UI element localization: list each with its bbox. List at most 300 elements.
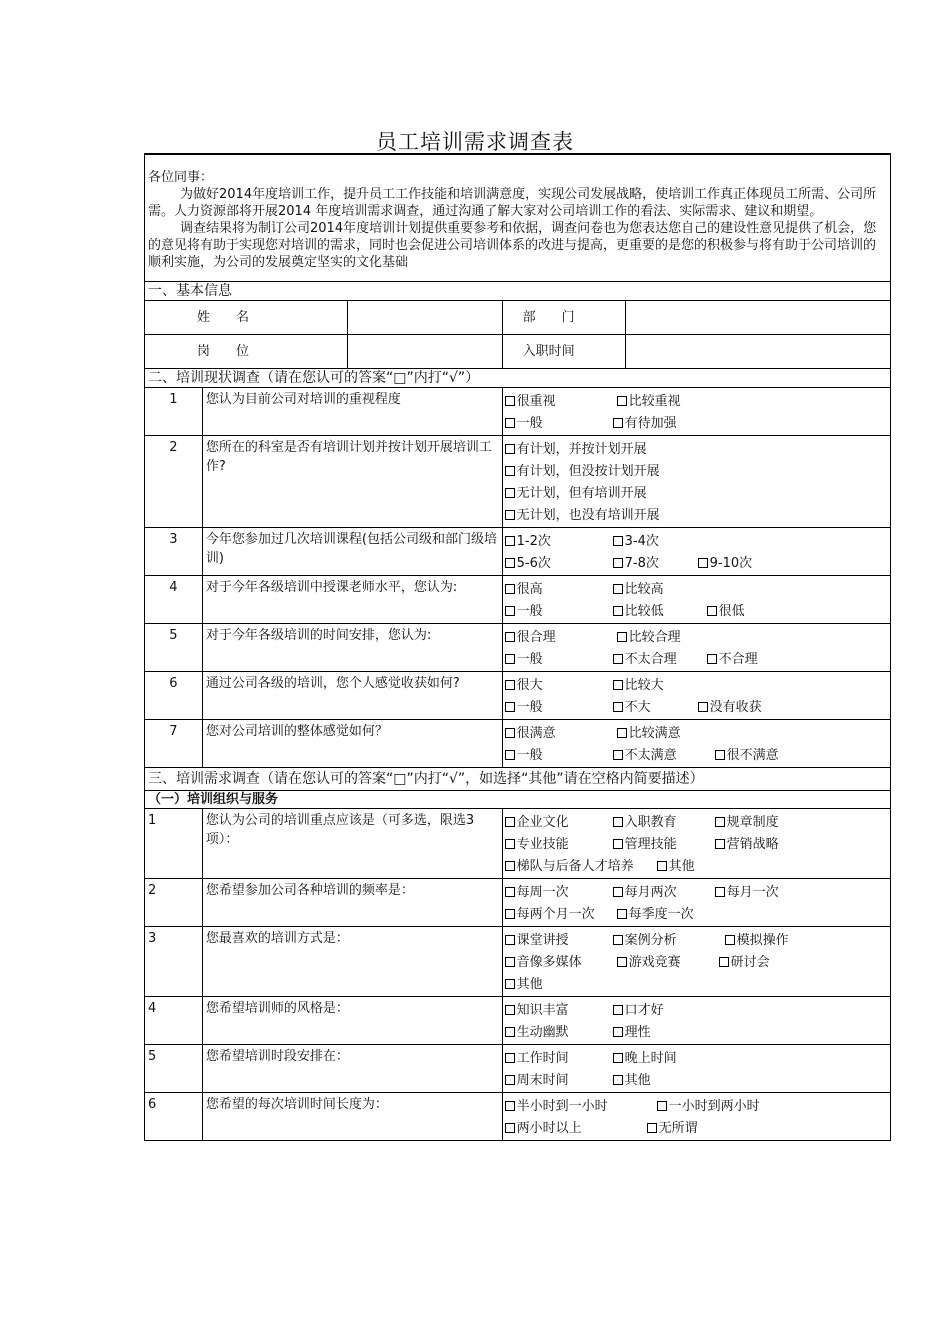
option-line (505, 1095, 890, 1117)
checkbox-icon[interactable] (698, 702, 708, 712)
question-row (145, 997, 891, 1045)
intro-paragraph-1: 为做好2014年度培训工作，提升员工工作技能和培训满意度，实现公司发展战略，使培训工作真正体现员工所需、公司所需。人力资源部将开展2014 年度培训需求调查，通过沟通了解大家对公司培训工作的看法、实际需求、建议和期望。 (148, 187, 877, 219)
checkbox-option[interactable] (715, 883, 809, 902)
question-text: 您认为公司的培训重点应该是（可多选，限选3项）： (202, 809, 502, 879)
option-label: 很满意 (516, 725, 556, 741)
option-label: 比较满意 (628, 725, 681, 741)
option-line (505, 648, 890, 670)
checkbox-option[interactable] (617, 905, 725, 924)
checkbox-option[interactable] (505, 1119, 647, 1138)
checkbox-option[interactable] (505, 835, 613, 854)
checkbox-icon[interactable] (715, 750, 725, 760)
option-label: 一般 (516, 651, 543, 667)
checkbox-icon[interactable] (505, 702, 515, 712)
option-label: 课堂讲授 (516, 932, 569, 948)
question-number: 6 (145, 1093, 203, 1141)
question-row (145, 720, 891, 768)
question-number: 1 (145, 809, 203, 879)
option-label: 无计划，也没有培训开展 (516, 507, 660, 523)
answer-options (502, 1045, 890, 1093)
option-label: 5-6次 (516, 555, 551, 571)
checkbox-option[interactable] (505, 953, 617, 972)
checkbox-icon[interactable] (505, 536, 515, 546)
checkbox-icon[interactable] (657, 1101, 667, 1111)
option-label: 一般 (516, 415, 543, 431)
checkbox-icon[interactable] (613, 1075, 623, 1085)
question-text: 对于今年各级培训中授课老师水平，您认为: (202, 576, 502, 624)
option-label: 不太满意 (624, 747, 677, 763)
checkbox-icon[interactable] (505, 935, 515, 945)
option-line (505, 999, 890, 1021)
checkbox-icon[interactable] (505, 510, 515, 520)
checkbox-icon[interactable] (613, 536, 623, 546)
page-title: 员工培训需求调查表 (376, 130, 574, 154)
checkbox-option[interactable] (613, 414, 721, 433)
checkbox-option[interactable] (698, 698, 792, 717)
checkbox-icon[interactable] (613, 680, 623, 690)
option-label: 有待加强 (624, 415, 677, 431)
intro-greeting: 各位同事： (148, 170, 214, 185)
checkbox-option[interactable] (613, 650, 707, 669)
option-label: 梯队与后备人才培养 (516, 858, 634, 874)
checkbox-icon[interactable] (505, 957, 515, 967)
option-line (505, 903, 890, 925)
question-text: 您所在的科室是否有培训计划并按计划开展培训工作? (202, 436, 502, 528)
option-label: 9-10次 (709, 555, 753, 571)
question-row (145, 809, 891, 879)
option-label: 两小时以上 (516, 1120, 582, 1136)
checkbox-option[interactable] (505, 440, 647, 459)
checkbox-icon[interactable] (715, 839, 725, 849)
post-field[interactable] (348, 335, 502, 369)
checkbox-icon[interactable] (707, 606, 717, 616)
question-number: 6 (145, 672, 203, 720)
checkbox-icon[interactable] (505, 444, 515, 454)
option-label: 企业文化 (516, 814, 569, 830)
option-label: 音像多媒体 (516, 954, 582, 970)
checkbox-icon[interactable] (613, 654, 623, 664)
option-label: 很高 (516, 581, 543, 597)
checkbox-icon[interactable] (505, 887, 515, 897)
checkbox-icon[interactable] (613, 418, 623, 428)
name-field[interactable] (348, 301, 502, 335)
option-line (505, 973, 890, 995)
checkbox-option[interactable] (715, 813, 809, 832)
checkbox-option[interactable] (505, 724, 617, 743)
question-row (145, 576, 891, 624)
option-label: 周末时间 (516, 1072, 569, 1088)
answer-options (502, 879, 890, 927)
option-label: 1-2次 (516, 533, 551, 549)
post-label: 岗 位 (145, 335, 348, 369)
option-line (505, 833, 890, 855)
checkbox-option[interactable] (505, 462, 660, 481)
checkbox-icon[interactable] (719, 957, 729, 967)
intro-cell (145, 154, 891, 282)
option-label: 一般 (516, 699, 543, 715)
checkbox-option[interactable] (617, 392, 725, 411)
question-text: 您最喜欢的培训方式是： (202, 927, 502, 997)
answer-options (502, 576, 890, 624)
checkbox-option[interactable] (505, 1097, 657, 1116)
join-date-field[interactable] (626, 335, 891, 369)
checkbox-icon[interactable] (613, 1005, 623, 1015)
question-row (145, 927, 891, 997)
option-label: 每两个月一次 (516, 906, 595, 922)
checkbox-icon[interactable] (617, 909, 627, 919)
checkbox-icon[interactable] (657, 861, 667, 871)
option-line (505, 1117, 890, 1139)
option-label: 7-8次 (624, 555, 659, 571)
checkbox-option[interactable] (613, 1001, 715, 1020)
checkbox-option[interactable] (719, 953, 813, 972)
option-label: 知识丰富 (516, 1002, 569, 1018)
option-label: 有计划，但没按计划开展 (516, 463, 660, 479)
option-line (505, 929, 890, 951)
option-label: 管理技能 (624, 836, 677, 852)
option-label: 晚上时间 (624, 1050, 677, 1066)
option-label: 每月两次 (624, 884, 677, 900)
option-label: 工作时间 (516, 1050, 569, 1066)
checkbox-icon[interactable] (505, 558, 515, 568)
dept-label: 部 门 (502, 301, 626, 335)
option-line (505, 460, 890, 482)
checkbox-icon[interactable] (505, 839, 515, 849)
option-label: 其他 (516, 976, 543, 992)
checkbox-option[interactable] (715, 746, 809, 765)
checkbox-icon[interactable] (505, 1101, 515, 1111)
section3-header-row (145, 768, 891, 791)
option-label: 营销战略 (726, 836, 779, 852)
option-label: 每季度一次 (628, 906, 694, 922)
answer-options (502, 809, 890, 879)
option-line (505, 438, 890, 460)
checkbox-option[interactable] (505, 580, 613, 599)
question-number: 4 (145, 997, 203, 1045)
option-line (505, 552, 890, 574)
checkbox-icon[interactable] (617, 957, 627, 967)
question-number: 5 (145, 1045, 203, 1093)
question-number: 5 (145, 624, 203, 672)
option-label: 游戏竞赛 (628, 954, 681, 970)
checkbox-icon[interactable] (613, 606, 623, 616)
checkbox-option[interactable] (505, 554, 613, 573)
checkbox-icon[interactable] (505, 861, 515, 871)
question-text: 您认为目前公司对培训的重视程度 (202, 388, 502, 436)
option-label: 很重视 (516, 393, 556, 409)
checkbox-option[interactable] (617, 628, 725, 647)
section1-title: 一、基本信息 (145, 282, 891, 301)
checkbox-option[interactable] (505, 650, 613, 669)
checkbox-icon[interactable] (647, 1123, 657, 1133)
checkbox-option[interactable] (613, 813, 715, 832)
option-label: 口才好 (624, 1002, 664, 1018)
question-text: 通过公司各级的培训，您个人感觉收获如何? (202, 672, 502, 720)
checkbox-option[interactable] (613, 580, 715, 599)
checkbox-option[interactable] (505, 1023, 613, 1042)
question-text: 今年您参加过几次培训课程(包括公司级和部门级培训) (202, 528, 502, 576)
option-line (505, 412, 890, 434)
option-label: 一般 (516, 747, 543, 763)
checkbox-icon[interactable] (505, 817, 515, 827)
option-line (505, 951, 890, 973)
checkbox-icon[interactable] (505, 418, 515, 428)
option-label: 研讨会 (730, 954, 770, 970)
checkbox-icon[interactable] (613, 1027, 623, 1037)
option-line (505, 504, 890, 526)
answer-options (502, 1093, 890, 1141)
checkbox-icon[interactable] (505, 1075, 515, 1085)
answer-options (502, 927, 890, 997)
checkbox-icon[interactable] (725, 935, 735, 945)
option-line (505, 696, 890, 718)
checkbox-icon[interactable] (613, 702, 623, 712)
checkbox-option[interactable] (505, 392, 617, 411)
checkbox-icon[interactable] (613, 558, 623, 568)
info-row-1 (145, 301, 891, 335)
checkbox-icon[interactable] (613, 584, 623, 594)
option-label: 一小时到两小时 (668, 1098, 760, 1114)
section2-title: 二、培训现状调查（请在您认可的答案“□”内打“√”） (145, 369, 891, 388)
name-label: 姓 名 (145, 301, 348, 335)
checkbox-option[interactable] (698, 554, 792, 573)
checkbox-option[interactable] (613, 746, 715, 765)
answer-options (502, 672, 890, 720)
checkbox-option[interactable] (613, 1071, 715, 1090)
checkbox-icon[interactable] (613, 750, 623, 760)
checkbox-option[interactable] (505, 602, 613, 621)
checkbox-icon[interactable] (613, 935, 623, 945)
question-number: 3 (145, 528, 203, 576)
question-text: 您希望培训师的风格是： (202, 997, 502, 1045)
dept-field[interactable] (626, 301, 891, 335)
checkbox-option[interactable] (505, 746, 613, 765)
checkbox-option[interactable] (505, 1001, 613, 1020)
option-label: 比较合理 (628, 629, 681, 645)
option-label: 比较大 (624, 677, 664, 693)
checkbox-icon[interactable] (505, 466, 515, 476)
checkbox-option[interactable] (613, 1023, 715, 1042)
option-label: 模拟操作 (736, 932, 789, 948)
option-label: 半小时到一小时 (516, 1098, 608, 1114)
checkbox-option[interactable] (657, 857, 751, 876)
question-number: 2 (145, 879, 203, 927)
answer-options (502, 624, 890, 672)
checkbox-icon[interactable] (505, 680, 515, 690)
option-line (505, 530, 890, 552)
option-label: 理性 (624, 1024, 651, 1040)
question-text: 您希望的每次培训时间长度为： (202, 1093, 502, 1141)
checkbox-option[interactable] (505, 532, 613, 551)
option-label: 其他 (624, 1072, 651, 1088)
checkbox-icon[interactable] (715, 887, 725, 897)
option-line (505, 744, 890, 766)
option-label: 无所谓 (658, 1120, 698, 1136)
checkbox-option[interactable] (505, 484, 647, 503)
subsection-header-row (145, 791, 891, 809)
option-label: 没有收获 (709, 699, 762, 715)
checkbox-option[interactable] (505, 857, 657, 876)
question-row (145, 1045, 891, 1093)
join-date-label: 入职时间 (502, 335, 626, 369)
survey-table (144, 153, 891, 1141)
answer-options (502, 388, 890, 436)
question-number: 2 (145, 436, 203, 528)
checkbox-icon[interactable] (715, 817, 725, 827)
option-line (505, 811, 890, 833)
checkbox-icon[interactable] (505, 1053, 515, 1063)
checkbox-icon[interactable] (505, 396, 515, 406)
checkbox-icon[interactable] (617, 728, 627, 738)
option-label: 有计划，并按计划开展 (516, 441, 647, 457)
checkbox-option[interactable] (505, 1071, 613, 1090)
checkbox-option[interactable] (505, 931, 613, 950)
checkbox-icon[interactable] (613, 1053, 623, 1063)
checkbox-option[interactable] (613, 698, 698, 717)
question-text: 对于今年各级培训的时间安排，您认为: (202, 624, 502, 672)
section3-title: 三、培训需求调查（请在您认可的答案“□”内打“√”，如选择“其他”请在空格内简要描述） (145, 768, 891, 791)
answer-options (502, 436, 890, 528)
checkbox-option[interactable] (505, 506, 660, 525)
checkbox-option[interactable] (505, 883, 613, 902)
question-row (145, 528, 891, 576)
checkbox-option[interactable] (707, 650, 801, 669)
checkbox-option[interactable] (505, 1049, 613, 1068)
checkbox-icon[interactable] (505, 488, 515, 498)
checkbox-option[interactable] (505, 676, 613, 695)
option-label: 很低 (718, 603, 745, 619)
checkbox-icon[interactable] (505, 584, 515, 594)
checkbox-icon[interactable] (505, 606, 515, 616)
section1-header-row (145, 282, 891, 301)
option-label: 入职教育 (624, 814, 677, 830)
option-line (505, 626, 890, 648)
option-label: 不合理 (718, 651, 758, 667)
option-line (505, 881, 890, 903)
option-line (505, 1021, 890, 1043)
option-line (505, 855, 890, 877)
checkbox-option[interactable] (647, 1119, 749, 1138)
checkbox-option[interactable] (613, 835, 715, 854)
intro-row (145, 154, 891, 282)
option-line (505, 674, 890, 696)
checkbox-option[interactable] (613, 931, 725, 950)
option-label: 比较低 (624, 603, 664, 619)
answer-options (502, 528, 890, 576)
question-text: 您对公司培训的整体感觉如何？ (202, 720, 502, 768)
checkbox-icon[interactable] (505, 728, 515, 738)
section2-header-row (145, 369, 891, 388)
checkbox-icon[interactable] (613, 887, 623, 897)
checkbox-option[interactable] (505, 975, 599, 994)
checkbox-icon[interactable] (613, 817, 623, 827)
option-label: 无计划，但有培训开展 (516, 485, 647, 501)
checkbox-option[interactable] (505, 813, 613, 832)
question-text: 您希望参加公司各种培训的频率是： (202, 879, 502, 927)
checkbox-option[interactable] (617, 724, 725, 743)
checkbox-option[interactable] (613, 554, 698, 573)
option-label: 比较重视 (628, 393, 681, 409)
checkbox-icon[interactable] (617, 396, 627, 406)
option-label: 不太合理 (624, 651, 677, 667)
checkbox-option[interactable] (613, 676, 715, 695)
question-number: 4 (145, 576, 203, 624)
option-line (505, 1069, 890, 1091)
checkbox-icon[interactable] (505, 654, 515, 664)
option-line (505, 1047, 890, 1069)
question-number: 3 (145, 927, 203, 997)
option-label: 其他 (668, 858, 695, 874)
checkbox-icon[interactable] (698, 558, 708, 568)
option-line (505, 482, 890, 504)
checkbox-icon[interactable] (505, 1123, 515, 1133)
checkbox-option[interactable] (613, 602, 707, 621)
checkbox-icon[interactable] (505, 1005, 515, 1015)
checkbox-icon[interactable] (505, 1027, 515, 1037)
checkbox-option[interactable] (505, 628, 617, 647)
checkbox-option[interactable] (707, 602, 801, 621)
checkbox-icon[interactable] (613, 839, 623, 849)
option-label: 很大 (516, 677, 543, 693)
answer-options (502, 720, 890, 768)
question-row (145, 1093, 891, 1141)
checkbox-icon[interactable] (505, 979, 515, 989)
option-line (505, 722, 890, 744)
checkbox-option[interactable] (617, 953, 719, 972)
answer-options (502, 997, 890, 1045)
checkbox-icon[interactable] (505, 750, 515, 760)
option-label: 专业技能 (516, 836, 569, 852)
option-label: 不大 (624, 699, 651, 715)
option-label: 规章制度 (726, 814, 779, 830)
checkbox-icon[interactable] (707, 654, 717, 664)
question-row (145, 436, 891, 528)
intro-paragraph-2: 调查结果将为制订公司2014年度培训计划提供重要参考和依据，调查问卷也为您表达您自己的建设性意见提供了机会，您的意见将有助于实现您对培训的需求，同时也会促进公司培训体系的改进与提高，更重要的是您的积极参与将有助于公司培训的顺利实施，为公司的发展奠定坚实的文化基础 (148, 221, 877, 270)
option-label: 每月一次 (726, 884, 779, 900)
option-label: 一般 (516, 603, 543, 619)
question-row (145, 388, 891, 436)
option-label: 每周一次 (516, 884, 569, 900)
option-label: 很不满意 (726, 747, 779, 763)
option-label: 比较高 (624, 581, 664, 597)
checkbox-option[interactable] (715, 835, 809, 854)
checkbox-option[interactable] (725, 931, 819, 950)
subsection-title: （一）培训组织与服务 (145, 791, 891, 809)
checkbox-option[interactable] (613, 1049, 715, 1068)
checkbox-option[interactable] (505, 905, 617, 924)
option-label: 3-4次 (624, 533, 659, 549)
question-number: 7 (145, 720, 203, 768)
option-label: 生动幽默 (516, 1024, 569, 1040)
question-row (145, 624, 891, 672)
option-label: 案例分析 (624, 932, 677, 948)
option-line (505, 578, 890, 600)
checkbox-icon[interactable] (505, 632, 515, 642)
question-row (145, 672, 891, 720)
info-row-2 (145, 335, 891, 369)
checkbox-option[interactable] (505, 698, 613, 717)
checkbox-option[interactable] (613, 532, 715, 551)
question-number: 1 (145, 388, 203, 436)
option-label: 很合理 (516, 629, 556, 645)
checkbox-option[interactable] (505, 414, 613, 433)
checkbox-icon[interactable] (505, 909, 515, 919)
checkbox-option[interactable] (613, 883, 715, 902)
option-line (505, 600, 890, 622)
checkbox-option[interactable] (657, 1097, 799, 1116)
checkbox-icon[interactable] (617, 632, 627, 642)
question-text: 您希望培训时段安排在： (202, 1045, 502, 1093)
